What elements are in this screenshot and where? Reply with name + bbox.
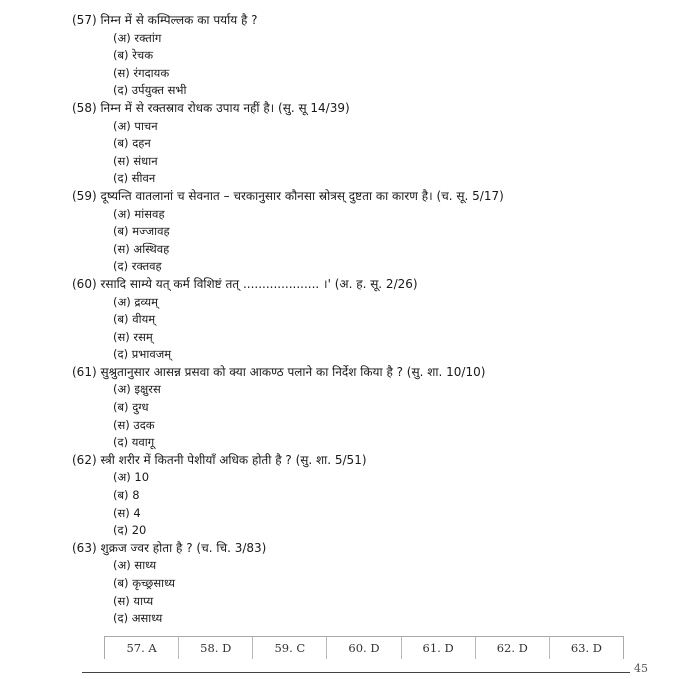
answer-option: (ब) वीयम् — [113, 312, 156, 327]
question-block — [72, 100, 672, 188]
answer-option: (अ) मांसवह — [113, 206, 165, 221]
answer-option: (ब) कृच्छ्रसाध्य — [113, 576, 176, 590]
answer-option: (स) याप्य — [113, 593, 154, 608]
answer-option: (द) 20 — [113, 523, 147, 538]
answer-key-cell: 62. D — [475, 637, 549, 659]
answer-option: (ब) दुग्ध — [113, 400, 149, 415]
answer-option: (अ) इक्षुरस — [113, 382, 161, 397]
answer-option: (द) असाध्य — [113, 611, 163, 626]
question-list — [72, 12, 672, 628]
answer-key-cell: 57. A — [126, 641, 157, 655]
question-text: (63) शुक्रज ज्वर होता है ? (च. चि. 3/83) — [72, 540, 267, 555]
answer-option: (स) रसम् — [113, 329, 153, 344]
answer-key-cell: 61. D — [401, 637, 475, 659]
answer-key-cell: 60. D — [326, 637, 400, 659]
answer-option: (द) उर्पयुक्त सभी — [113, 83, 187, 98]
answer-option: (द) रक्तवह — [113, 259, 162, 274]
answer-option: (द) प्रभावजम् — [113, 347, 172, 362]
answer-option: (ब) दहन — [113, 136, 151, 151]
answer-key-cell: 58. D — [178, 637, 252, 659]
answer-option: (ब) रेचक — [113, 48, 154, 63]
answer-option: (स) उदक — [113, 417, 155, 432]
question-text: (59) दूष्यन्ति वातलानां च सेवनात – चरकानुसार कौनसा स्रोत्रस् दुष्टता का कारण है। (च. सू. 5/17) — [72, 188, 504, 203]
question-block — [72, 188, 672, 276]
answer-option: (अ) साध्य — [113, 558, 157, 573]
answer-option: (अ) 10 — [113, 470, 150, 485]
answer-key-cell: 59. C — [252, 637, 326, 659]
answer-option: (स) 4 — [113, 505, 141, 520]
question-block — [72, 364, 672, 452]
question-text: (62) स्त्री शरीर में कितनी पेशीयाँ अधिक होती है ? (सु. शा. 5/51) — [72, 452, 367, 467]
answer-option: (द) सीवन — [113, 171, 156, 186]
answer-option: (अ) रक्तांग — [113, 30, 162, 45]
question-block — [72, 276, 672, 364]
question-text: (58) निम्न में से रक्तस्राव रोधक उपाय नहीं है। (सु. सू 14/39) — [72, 100, 350, 115]
answer-option: (द) यवागू — [113, 435, 155, 450]
answer-option: (अ) पाचन — [113, 118, 158, 133]
question-text: (57) निम्न में से कम्पिल्लक का पर्याय है ? — [72, 13, 258, 27]
question-text: (61) सुश्रुतानुसार आसन्न प्रसवा को क्या आकण्ठ पलाने का निर्देश किया है ? (सु. शा. 10/10) — [72, 364, 486, 379]
answer-option: (ब) 8 — [113, 488, 140, 503]
answer-option: (स) संधान — [113, 153, 158, 168]
answer-key-table — [104, 636, 624, 659]
footer-rule — [82, 672, 630, 673]
question-block — [72, 540, 672, 628]
page-number: 45 — [634, 662, 648, 675]
question-block — [72, 452, 672, 540]
question-block — [72, 12, 672, 100]
answer-option: (अ) द्रव्यम् — [113, 294, 159, 309]
answer-option: (स) अस्थिवह — [113, 241, 170, 256]
question-text: (60) रसादि साम्ये यत् कर्म विशिष्टं तत् .................... ।' (अ. ह. सू. 2/26) — [72, 276, 418, 291]
answer-option: (स) रंगदायक — [113, 65, 170, 80]
answer-key-cell: 63. D — [549, 637, 623, 659]
answer-option: (ब) मज्जावह — [113, 224, 170, 239]
